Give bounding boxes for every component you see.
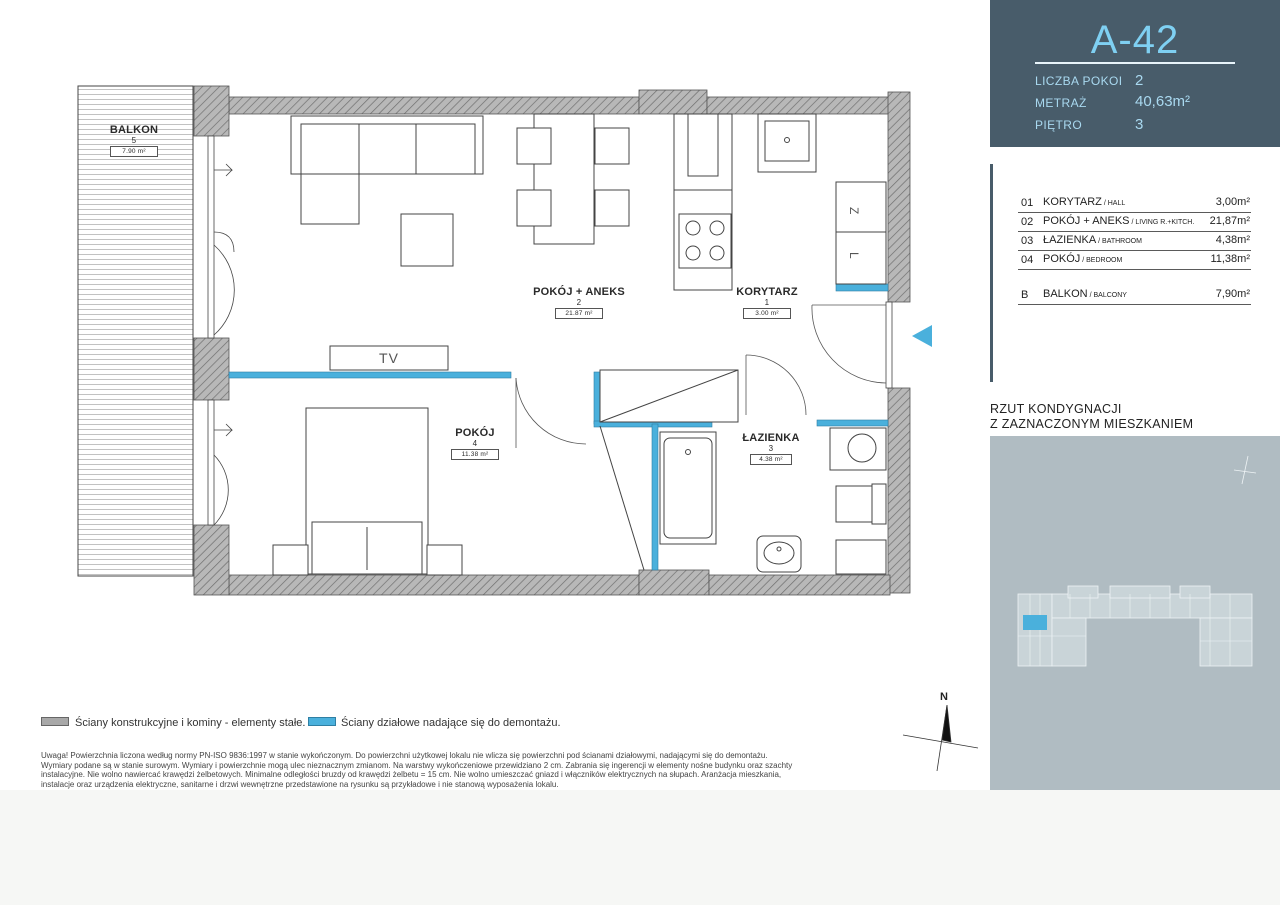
legend-partition-swatch: [308, 717, 336, 726]
spec-rooms-value: 2: [1135, 72, 1144, 89]
bathroom-fixtures: [600, 370, 886, 574]
room-label-living: POKÓJ + ANEKS 2 21.87 m²: [533, 286, 625, 317]
spec-floor-label: PIĘTRO: [1035, 118, 1083, 132]
disclaimer-note: Uwaga! Powierzchnia liczona według normy PN-ISO 9836:1997 w stanie wykończonym. Do powierzchni użytkowej lokalu nie wlicza się powierzchni pod ścianami działowymi, nadającymi się do demontażu. Wymiary podane są w stanie surowym. Wymiary i powierzchnie mogą ulec nieznacznym zmianom. Na warstwy wykończeniowe przewidziano 2 cm. Zabrania się ingerencji w elementy nośne budynku oraz szachty instalacyjne. Nie wolno nawiercać krawędzi żelbetowych. Minimalne odległości bruzdy od krawędzi żelbetu = 15 cm. Nie wolno umieszczać gniazd i włączników elektrycznych na słupach. Aranżacja mieszkania, instalacje oraz urządzenia elektryczne, sanitarne i drzwi wewnętrzne przedstawione na rysunku są przykładowe i nie stanową wyposażenia lokalu.: [41, 751, 793, 789]
apartment-code: A-42: [1090, 18, 1180, 62]
tv-label: TV: [379, 350, 399, 366]
rooms-table: [1018, 194, 1251, 305]
table-row: 01 KORYTARZ / HALL 3,00m²: [1018, 194, 1251, 213]
room-label-bath: ŁAZIENKA 3 4.38 m²: [742, 432, 800, 463]
legend-structural-text: Ściany konstrukcyjne i kominy - elementy stałe.: [75, 717, 306, 729]
table-row: 02 POKÓJ + ANEKS / LIVING R.+KITCH. 21,87m²: [1018, 213, 1251, 232]
svg-text:Z: Z: [847, 207, 861, 215]
room-label-hall: KORYTARZ 1 3.00 m²: [736, 286, 798, 317]
legend-structural-swatch: [41, 717, 69, 726]
keyplan-panel: [990, 436, 1280, 790]
keyplan-north-icon: [1234, 456, 1256, 484]
spec-rooms-label: LICZBA POKOI: [1035, 74, 1123, 88]
room-label-bedroom: POKÓJ 4 11.38 m²: [440, 427, 510, 460]
room-label-balkon: BALKON 5 7.90 m²: [109, 124, 159, 155]
entrance-arrow-icon: [912, 325, 932, 347]
north-arrow-icon: [903, 705, 978, 771]
furniture: [273, 114, 629, 575]
building-keyplan: [990, 436, 1280, 790]
spec-area-label: METRAŻ: [1035, 96, 1087, 110]
table-row: 04 POKÓJ / BEDROOM 11,38m²: [1018, 251, 1251, 270]
spec-area-value: 40,63m²: [1135, 93, 1191, 110]
header-rule: [1035, 62, 1235, 64]
legend-partition-text: Ściany działowe nadające się do demontażu.: [341, 717, 561, 729]
keyplan-title: RZUT KONDYGNACJI Z ZAZNACZONYM MIESZKANIEM: [990, 402, 1194, 431]
balcony-floor: [78, 86, 193, 576]
north-label: N: [940, 691, 948, 703]
kitchen: [674, 114, 886, 290]
table-row: 03 ŁAZIENKA / BATHROOM 4,38m²: [1018, 232, 1251, 251]
table-accent-bar: [990, 164, 993, 382]
spec-floor-value: 3: [1135, 116, 1144, 133]
apartment-header: [990, 0, 1280, 147]
table-row: B BALKON / BALCONY 7,90m²: [1018, 286, 1251, 305]
svg-text:L: L: [847, 252, 861, 259]
selected-apartment: [1023, 615, 1047, 630]
